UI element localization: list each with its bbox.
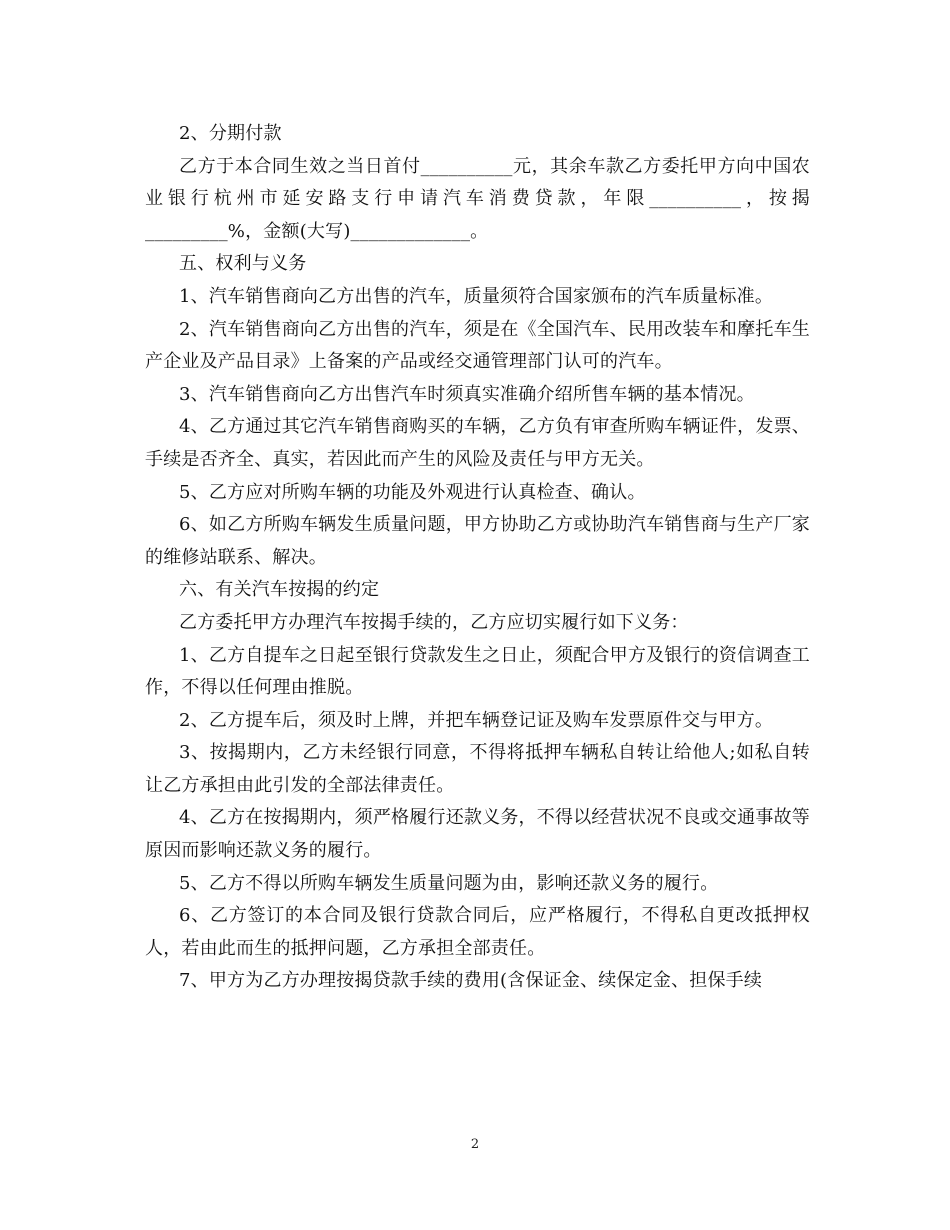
clause-paragraph: 5、乙方不得以所购车辆发生质量问题为由，影响还款义务的履行。 bbox=[179, 872, 719, 894]
document-body bbox=[145, 118, 810, 998]
page-number: 2 bbox=[470, 1137, 480, 1152]
installment-text: 乙方于本合同生效之当日首付__________元，其余车款乙方委托甲方向中国农业银行杭州市延安路支行申请汽车消费贷款，年限__________，按揭_________%，金额(大写)_____________。 bbox=[145, 155, 810, 242]
section-heading: 六、有关汽车按揭的约定 bbox=[179, 579, 380, 601]
clause-paragraph: 3、按揭期内，乙方未经银行同意，不得将抵押车辆私自转让给他人;如私自转让乙方承担由此引发的全部法律责任。 bbox=[145, 742, 810, 796]
clause-paragraph: 4、乙方通过其它汽车销售商购买的车辆，乙方负有审查所购车辆证件，发票、手续是否齐全、真实，若因此而产生的风险及责任与甲方无关。 bbox=[145, 416, 810, 470]
clause-paragraph: 1、汽车销售商向乙方出售的汽车，质量须符合国家颁布的汽车质量标准。 bbox=[179, 285, 774, 307]
clause-paragraph: 2、汽车销售商向乙方出售的汽车，须是在《全国汽车、民用改装车和摩托车生产企业及产品目录》上备案的产品或经交通管理部门认可的汽车。 bbox=[145, 318, 810, 373]
clause-paragraph: 1、乙方自提车之日起至银行贷款发生之日止，须配合甲方及银行的资信调查工作，不得以任何理由推脱。 bbox=[145, 644, 810, 699]
clause-paragraph: 6、如乙方所购车辆发生质量问题，甲方协助乙方或协助汽车销售商与生产厂家的维修站联系、解决。 bbox=[145, 514, 810, 568]
section-heading: 五、权利与义务 bbox=[179, 253, 307, 275]
clause-paragraph: 2、乙方提车后，须及时上牌，并把车辆登记证及购车发票原件交与甲方。 bbox=[179, 709, 774, 731]
clause-paragraph: 5、乙方应对所购车辆的功能及外观进行认真检查、确认。 bbox=[179, 481, 646, 503]
clause-intro: 乙方委托甲方办理汽车按揭手续的，乙方应切实履行如下义务： bbox=[179, 611, 689, 633]
clause-paragraph: 4、乙方在按揭期内，须严格履行还款义务，不得以经营状况不良或交通事故等原因而影响还款义务的履行。 bbox=[145, 807, 810, 862]
clause-paragraph: 3、汽车销售商向乙方出售汽车时须真实准确介绍所售车辆的基本情况。 bbox=[179, 383, 755, 405]
installment-heading: 2、分期付款 bbox=[179, 123, 282, 144]
clause-paragraph: 6、乙方签订的本合同及银行贷款合同后，应严格履行，不得私自更改抵押权人，若由此而生的抵押问题，乙方承担全部责任。 bbox=[145, 905, 810, 959]
clause-paragraph: 7、甲方为乙方办理按揭贷款手续的费用(含保证金、续保定金、担保手续 bbox=[179, 970, 763, 992]
